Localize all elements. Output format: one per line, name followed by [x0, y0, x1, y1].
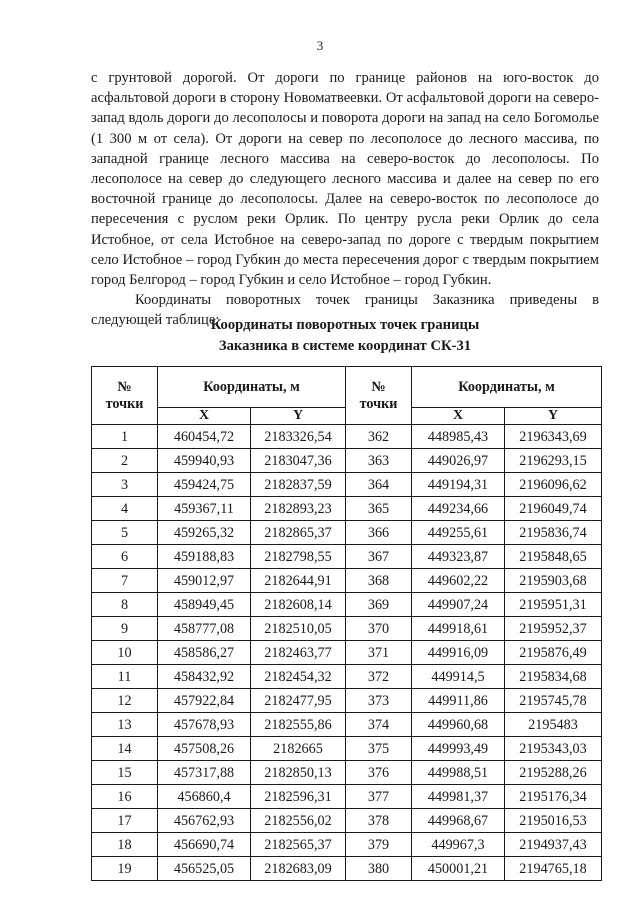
point-number-cell: 370 — [346, 617, 412, 641]
table-caption-line-1: Координаты поворотных точек границы — [210, 317, 480, 333]
y-coordinate-cell: 2195903,68 — [505, 569, 602, 593]
x-coordinate-cell: 449907,24 — [412, 593, 505, 617]
x-coordinate-cell: 459188,83 — [158, 545, 251, 569]
table-row — [92, 425, 602, 449]
y-coordinate-cell: 2182798,55 — [251, 545, 346, 569]
x-coordinate-cell: 459940,93 — [158, 449, 251, 473]
table-row — [92, 497, 602, 521]
table-row — [92, 473, 602, 497]
boundary-description-paragraph: с грунтовой дорогой. От дороги по границе районов на юго-восток до асфальтовой дороги в сторону Новоматвеевки. От асфальтовой дороги на северо-запад вдоль дороги до лесополосы и поворота дороги на запад на село Богомолье (1 300 м от села). От дороги на север по лесополосе до лесного массива, по западной границе лесного массива на северо-восток до лесополосы. По лесополосе на север до следующего лесного массива и далее на север по его восточной границе до лесополосы. Далее на северо-восток по лесополосе до пересечения с руслом реки Орлик. По центру русла реки Орлик до села Истобное, от села Истобное на северо-запад по дороге с твердым покрытием село Истобное – город Губкин до места пересечения дорог с твердым покрытием город Белгород – город Губкин и село Истобное – город Губкин. — [91, 70, 599, 289]
table-intro-paragraph: Координаты поворотных точек границы Заказника приведены в следующей таблице: — [91, 292, 599, 329]
table-caption-line-2: Заказника в системе координат СК-31 — [218, 337, 472, 354]
x-coordinate-cell: 449988,51 — [412, 761, 505, 785]
x-coordinate-cell: 459424,75 — [158, 473, 251, 497]
point-number-cell: 368 — [346, 569, 412, 593]
point-number-cell: 17 — [92, 809, 158, 833]
y-coordinate-cell: 2195288,26 — [505, 761, 602, 785]
point-number-cell: 362 — [346, 425, 412, 449]
x-coordinate-cell: 449967,3 — [412, 833, 505, 857]
y-coordinate-cell: 2182454,32 — [251, 665, 346, 689]
x-coordinate-cell: 458777,08 — [158, 617, 251, 641]
x-coordinate-cell: 456762,93 — [158, 809, 251, 833]
x-header-left: X — [158, 408, 251, 425]
point-number-cell: 376 — [346, 761, 412, 785]
point-number-cell: 3 — [92, 473, 158, 497]
x-coordinate-cell: 450001,21 — [412, 857, 505, 881]
table-row — [92, 713, 602, 737]
y-coordinate-cell: 2196293,15 — [505, 449, 602, 473]
y-coordinate-cell: 2182555,86 — [251, 713, 346, 737]
x-coordinate-cell: 449026,97 — [412, 449, 505, 473]
table-caption — [91, 315, 599, 356]
point-number-cell: 19 — [92, 857, 158, 881]
x-coordinate-cell: 449968,67 — [412, 809, 505, 833]
point-number-cell: 371 — [346, 641, 412, 665]
table-row — [92, 833, 602, 857]
point-number-cell: 15 — [92, 761, 158, 785]
y-coordinate-cell: 2182463,77 — [251, 641, 346, 665]
coordinates-header-right: Координаты, м — [412, 367, 602, 408]
point-number-cell: 4 — [92, 497, 158, 521]
y-coordinate-cell: 2194765,18 — [505, 857, 602, 881]
y-header-right: Y — [505, 408, 602, 425]
y-coordinate-cell: 2195834,68 — [505, 665, 602, 689]
table-row — [92, 641, 602, 665]
page-number: 3 — [316, 38, 324, 53]
x-coordinate-cell: 449234,66 — [412, 497, 505, 521]
x-coordinate-cell: 449911,86 — [412, 689, 505, 713]
x-coordinate-cell: 449914,5 — [412, 665, 505, 689]
y-coordinate-cell: 2182596,31 — [251, 785, 346, 809]
point-number-header-left: № точки — [92, 367, 158, 425]
point-number-cell: 378 — [346, 809, 412, 833]
point-number-cell: 5 — [92, 521, 158, 545]
table-row — [92, 689, 602, 713]
table-row — [92, 521, 602, 545]
y-coordinate-cell: 2183326,54 — [251, 425, 346, 449]
y-coordinate-cell: 2194937,43 — [505, 833, 602, 857]
point-number-cell: 13 — [92, 713, 158, 737]
coordinates-header-left: Координаты, м — [158, 367, 346, 408]
point-number-cell: 363 — [346, 449, 412, 473]
point-number-cell: 9 — [92, 617, 158, 641]
y-coordinate-cell: 2196096,62 — [505, 473, 602, 497]
point-number-cell: 7 — [92, 569, 158, 593]
y-coordinate-cell: 2182477,95 — [251, 689, 346, 713]
y-coordinate-cell: 2182683,09 — [251, 857, 346, 881]
x-coordinate-cell: 458586,27 — [158, 641, 251, 665]
table-header — [92, 367, 602, 425]
y-header-left: Y — [251, 408, 346, 425]
y-coordinate-cell: 2196343,69 — [505, 425, 602, 449]
point-number-cell: 1 — [92, 425, 158, 449]
y-coordinate-cell: 2195343,03 — [505, 737, 602, 761]
y-coordinate-cell: 2182865,37 — [251, 521, 346, 545]
y-coordinate-cell: 2182893,23 — [251, 497, 346, 521]
x-coordinate-cell: 449981,37 — [412, 785, 505, 809]
y-coordinate-cell: 2195876,49 — [505, 641, 602, 665]
table-row — [92, 569, 602, 593]
x-coordinate-cell: 449960,68 — [412, 713, 505, 737]
table-row — [92, 737, 602, 761]
x-coordinate-cell: 457922,84 — [158, 689, 251, 713]
y-coordinate-cell: 2182665 — [251, 737, 346, 761]
y-coordinate-cell: 2195483 — [505, 713, 602, 737]
x-coordinate-cell: 456690,74 — [158, 833, 251, 857]
point-number-cell: 2 — [92, 449, 158, 473]
point-number-cell: 8 — [92, 593, 158, 617]
point-number-cell: 18 — [92, 833, 158, 857]
point-number-cell: 364 — [346, 473, 412, 497]
table-row — [92, 857, 602, 881]
y-coordinate-cell: 2195176,34 — [505, 785, 602, 809]
y-coordinate-cell: 2182850,13 — [251, 761, 346, 785]
point-number-cell: 379 — [346, 833, 412, 857]
point-number-cell: 369 — [346, 593, 412, 617]
point-number-cell: 6 — [92, 545, 158, 569]
x-coordinate-cell: 457508,26 — [158, 737, 251, 761]
x-coordinate-cell: 449323,87 — [412, 545, 505, 569]
table-row — [92, 761, 602, 785]
point-number-cell: 375 — [346, 737, 412, 761]
x-coordinate-cell: 456525,05 — [158, 857, 251, 881]
point-number-cell: 367 — [346, 545, 412, 569]
point-number-cell: 16 — [92, 785, 158, 809]
point-number-cell: 377 — [346, 785, 412, 809]
point-number-cell: 11 — [92, 665, 158, 689]
point-number-cell: 374 — [346, 713, 412, 737]
point-number-header-right: № точки — [346, 367, 412, 425]
header-row — [92, 367, 602, 408]
y-coordinate-cell: 2182644,91 — [251, 569, 346, 593]
y-coordinate-cell: 2195836,74 — [505, 521, 602, 545]
table-row — [92, 809, 602, 833]
x-coordinate-cell: 459265,32 — [158, 521, 251, 545]
point-number-cell: 373 — [346, 689, 412, 713]
x-header-right: X — [412, 408, 505, 425]
y-coordinate-cell: 2182556,02 — [251, 809, 346, 833]
y-coordinate-cell: 2195848,65 — [505, 545, 602, 569]
point-number-cell: 366 — [346, 521, 412, 545]
x-coordinate-cell: 449602,22 — [412, 569, 505, 593]
y-coordinate-cell: 2195951,31 — [505, 593, 602, 617]
x-coordinate-cell: 449194,31 — [412, 473, 505, 497]
y-coordinate-cell: 2195952,37 — [505, 617, 602, 641]
y-coordinate-cell: 2195016,53 — [505, 809, 602, 833]
x-coordinate-cell: 449255,61 — [412, 521, 505, 545]
y-coordinate-cell: 2182510,05 — [251, 617, 346, 641]
body-text — [91, 68, 599, 331]
point-number-cell: 14 — [92, 737, 158, 761]
table-row — [92, 665, 602, 689]
x-coordinate-cell: 460454,72 — [158, 425, 251, 449]
y-coordinate-cell: 2182608,14 — [251, 593, 346, 617]
y-coordinate-cell: 2183047,36 — [251, 449, 346, 473]
point-number-cell: 10 — [92, 641, 158, 665]
x-coordinate-cell: 449993,49 — [412, 737, 505, 761]
table-row — [92, 593, 602, 617]
table-row — [92, 545, 602, 569]
coordinates-table — [91, 366, 602, 881]
x-coordinate-cell: 448985,43 — [412, 425, 505, 449]
x-coordinate-cell: 459367,11 — [158, 497, 251, 521]
x-coordinate-cell: 449918,61 — [412, 617, 505, 641]
table-row — [92, 449, 602, 473]
x-coordinate-cell: 457317,88 — [158, 761, 251, 785]
point-number-cell: 365 — [346, 497, 412, 521]
y-coordinate-cell: 2196049,74 — [505, 497, 602, 521]
y-coordinate-cell: 2182565,37 — [251, 833, 346, 857]
x-coordinate-cell: 458432,92 — [158, 665, 251, 689]
x-coordinate-cell: 458949,45 — [158, 593, 251, 617]
y-coordinate-cell: 2182837,59 — [251, 473, 346, 497]
x-coordinate-cell: 459012,97 — [158, 569, 251, 593]
table-body — [92, 425, 602, 881]
point-number-cell: 372 — [346, 665, 412, 689]
point-number-cell: 380 — [346, 857, 412, 881]
point-number-cell: 12 — [92, 689, 158, 713]
x-coordinate-cell: 456860,4 — [158, 785, 251, 809]
y-coordinate-cell: 2195745,78 — [505, 689, 602, 713]
x-coordinate-cell: 457678,93 — [158, 713, 251, 737]
table-row — [92, 617, 602, 641]
x-coordinate-cell: 449916,09 — [412, 641, 505, 665]
table-row — [92, 785, 602, 809]
